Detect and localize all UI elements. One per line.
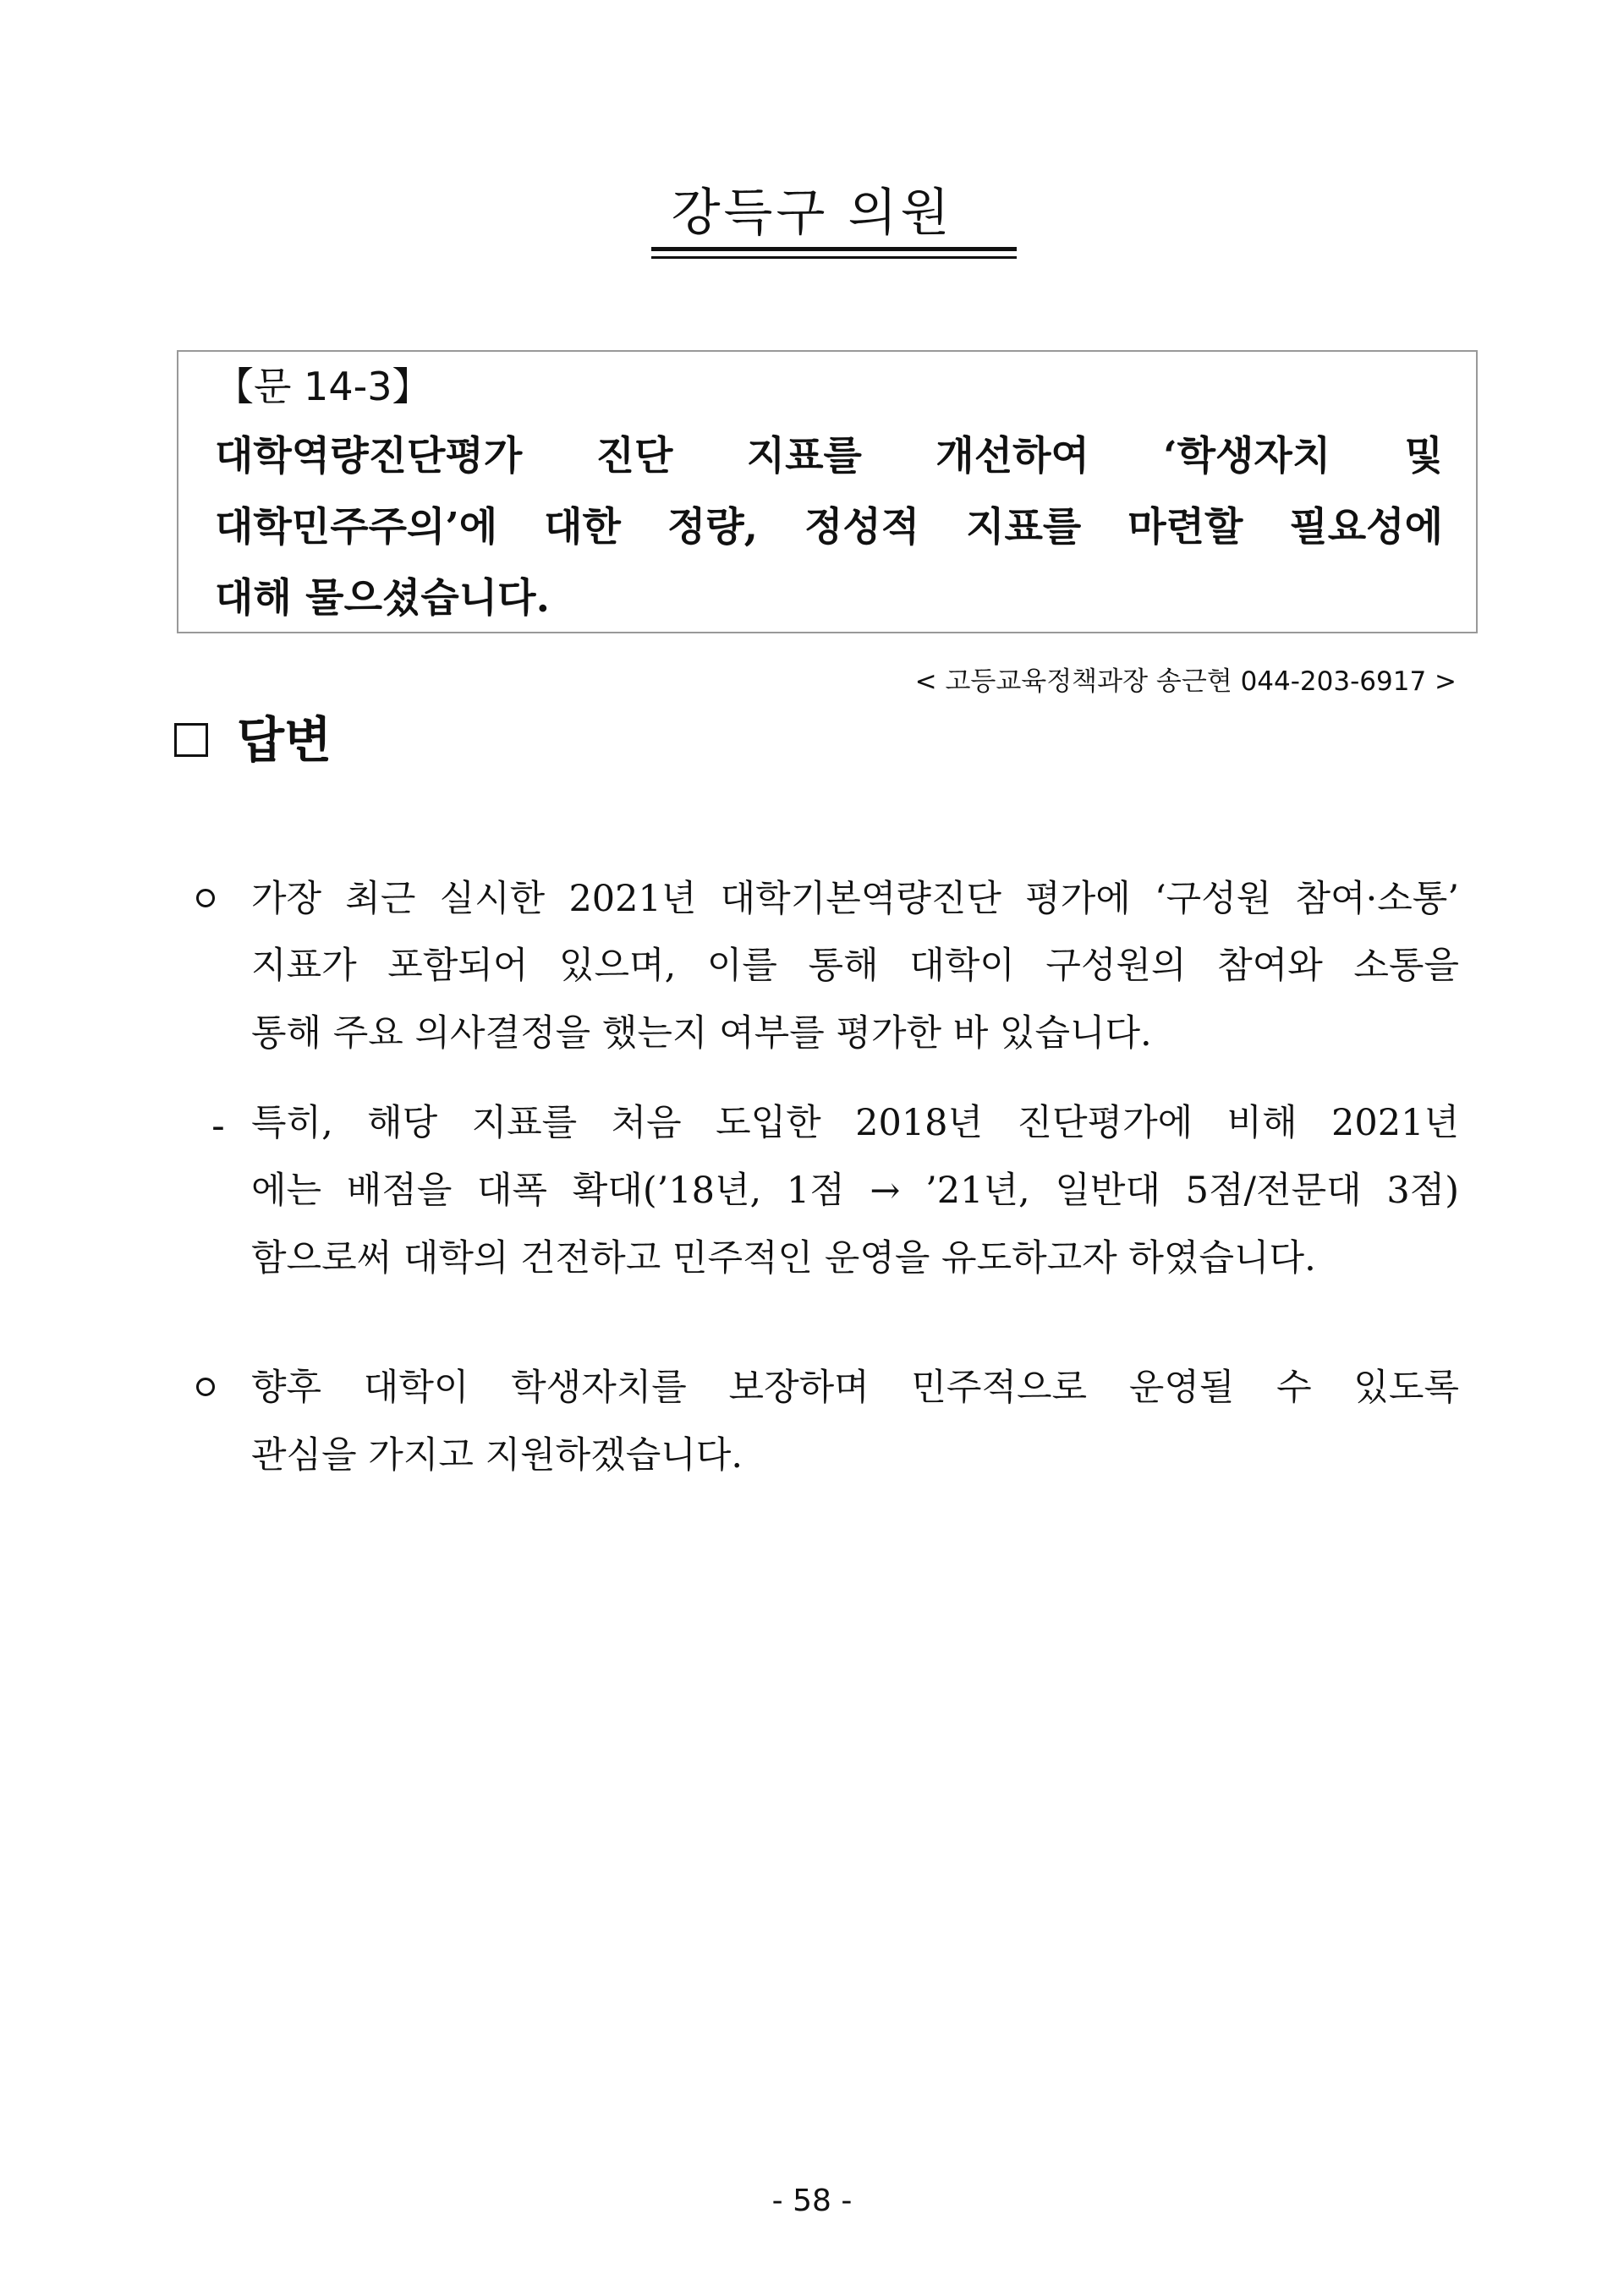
question-line: 대해 물으셨습니다. (215, 575, 550, 622)
contact-info: < 고등교육정책과장 송근현 044-203-6917 > (914, 666, 1457, 697)
answer-heading-label: 답변 (237, 711, 332, 769)
circle-bullet-icon (196, 889, 215, 907)
paragraph-line: 가장 최근 실시한 2021년 대학기본역량진단 평가에 ‘구성원 참여·소통’ (251, 878, 1459, 920)
question-label: 【문 14-3】 (215, 364, 431, 409)
paragraph-line: 에는 배점을 대폭 확대(’18년, 1점 → ’21년, 일반대 5점/전문대 3점) (251, 1170, 1459, 1212)
paragraph-line: 관심을 가지고 지원하겠습니다. (251, 1434, 743, 1477)
circle-bullet-icon (196, 1378, 215, 1396)
question-line: 대학민주주의’에 대한 정량, 정성적 지표를 마련할 필요성에 (215, 504, 1443, 551)
question-box (177, 350, 1478, 633)
paragraph-line: 특히, 해당 지표를 처음 도입한 2018년 진단평가에 비해 2021년 (251, 1102, 1459, 1144)
checkbox-icon (174, 723, 208, 757)
title-underline (651, 247, 1017, 251)
dash-marker: - (211, 1104, 225, 1148)
paragraph-line: 향후 대학이 학생자치를 보장하며 민주적으로 운영될 수 있도록 (251, 1367, 1459, 1409)
page-title: 강득구 의원 (671, 184, 953, 243)
question-line: 대학역량진단평가 진단 지표를 개선하여 ‘학생자치 및 (215, 433, 1443, 479)
title-underline-thin (651, 256, 1017, 259)
answer-heading (174, 711, 332, 769)
page-number: - 58 - (771, 2184, 853, 2218)
paragraph-line: 통해 주요 의사결정을 했는지 여부를 평가한 바 있습니다. (251, 1012, 1152, 1055)
paragraph-line: 함으로써 대학의 건전하고 민주적인 운영을 유도하고자 하였습니다. (251, 1237, 1316, 1280)
paragraph-line: 지표가 포함되어 있으며, 이를 통해 대학이 구성원의 참여와 소통을 (251, 945, 1459, 987)
